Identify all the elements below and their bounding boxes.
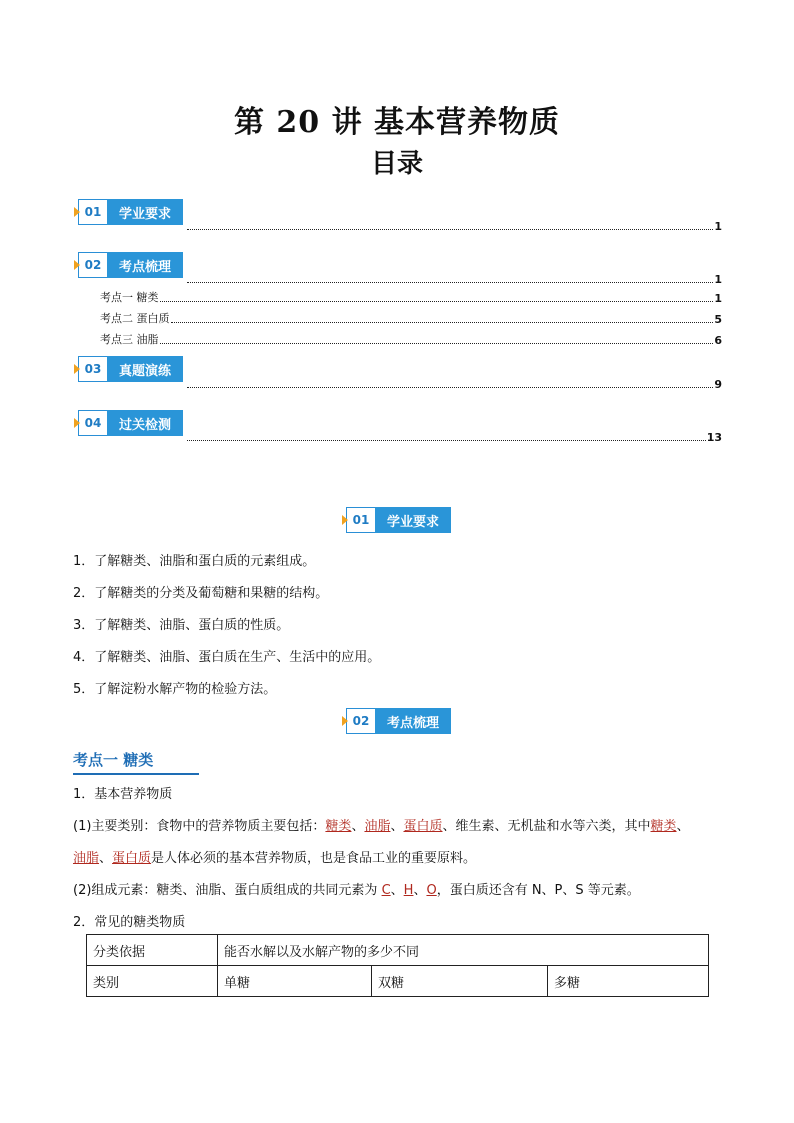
sugar-classification-table [86, 934, 709, 997]
subitem-label: 考点二 蛋白质 [100, 312, 170, 325]
answer-blank: 油脂 [364, 819, 391, 834]
leader-dots [187, 229, 713, 230]
section-label: 过关检测 [107, 410, 183, 436]
section-tag-02 [346, 708, 451, 734]
toc-line-02[interactable] [186, 272, 722, 286]
leader-dots [187, 282, 713, 283]
answer-blank: 蛋白质 [112, 851, 152, 866]
section-number: 01 [346, 507, 375, 533]
page-number: 1 [714, 292, 722, 305]
toc-line-01[interactable] [186, 219, 722, 233]
document-title: 第 20 讲 基本营养物质 [233, 105, 561, 140]
paragraph-elements: (2)组成元素：糖类、油脂、蛋白质组成的共同元素为 C、H、O，蛋白质还含有 N、P、S 等元素。 [73, 883, 640, 898]
section-tag-01 [346, 507, 451, 533]
page-number: 5 [714, 313, 722, 326]
table-row [87, 966, 709, 997]
table-cell: 分类依据 [87, 935, 218, 966]
paragraph-common-sugars: 2．常见的糖类物质 [73, 915, 186, 930]
toc-section-tag-01[interactable] [78, 199, 183, 225]
paragraph-main-categories: (1)主要类别：食物中的营养物质主要包括：糖类、油脂、蛋白质、维生素、无机盐和水等六类，其中糖类、 [73, 819, 690, 834]
section-label: 考点梳理 [107, 252, 183, 278]
page-number: 1 [714, 220, 722, 233]
answer-blank: C [381, 883, 391, 898]
section-number: 02 [78, 252, 107, 278]
section-label: 考点梳理 [375, 708, 451, 734]
toc-section-tag-04[interactable] [78, 410, 183, 436]
table-cell: 多糖 [548, 966, 709, 997]
topic-heading: 考点一 糖类 [73, 749, 199, 775]
table-row [87, 935, 709, 966]
requirement-item-4: 4．了解糖类、油脂、蛋白质在生产、生活中的应用。 [73, 650, 381, 665]
page-number: 6 [714, 334, 722, 347]
requirement-item-2: 2．了解糖类的分类及葡萄糖和果糖的结构。 [73, 586, 329, 601]
table-cell: 类别 [87, 966, 218, 997]
requirement-item-3: 3．了解糖类、油脂、蛋白质的性质。 [73, 618, 290, 633]
answer-blank: 糖类 [325, 819, 352, 834]
table-cell: 双糖 [372, 966, 548, 997]
section-number: 04 [78, 410, 107, 436]
leader-dots [160, 343, 714, 344]
answer-blank: 蛋白质 [403, 819, 443, 834]
subitem-label: 考点三 油脂 [100, 333, 159, 346]
leader-dots [187, 387, 713, 388]
answer-blank: 糖类 [650, 819, 677, 834]
toc-title: 目录 [370, 149, 423, 179]
section-number: 01 [78, 199, 107, 225]
answer-blank: H [403, 883, 414, 898]
toc-subitem-3[interactable] [100, 333, 722, 347]
paragraph-main-categories-cont: 油脂、蛋白质是人体必须的基本营养物质，也是食品工业的重要原料。 [73, 851, 477, 866]
toc-line-04[interactable] [186, 430, 722, 444]
page-number: 13 [706, 431, 722, 444]
section-label: 学业要求 [375, 507, 451, 533]
toc-subitem-2[interactable] [100, 312, 722, 326]
subitem-label: 考点一 糖类 [100, 291, 159, 304]
table-cell: 能否水解以及水解产物的多少不同 [218, 935, 709, 966]
leader-dots [187, 440, 706, 441]
toc-section-tag-02[interactable] [78, 252, 183, 278]
toc-line-03[interactable] [186, 377, 722, 391]
answer-blank: 油脂 [73, 851, 100, 866]
requirement-item-1: 1．了解糖类、油脂和蛋白质的元素组成。 [73, 554, 316, 569]
paragraph-basic-nutrients: 1．基本营养物质 [73, 787, 173, 802]
section-label: 真题演练 [107, 356, 183, 382]
leader-dots [160, 301, 714, 302]
requirement-item-5: 5．了解淀粉水解产物的检验方法。 [73, 682, 277, 697]
section-label: 学业要求 [107, 199, 183, 225]
toc-section-tag-03[interactable] [78, 356, 183, 382]
toc-subitem-1[interactable] [100, 291, 722, 305]
leader-dots [171, 322, 714, 323]
page-number: 1 [714, 273, 722, 286]
page-number: 9 [714, 378, 722, 391]
answer-blank: O [426, 883, 437, 898]
section-number: 03 [78, 356, 107, 382]
table-cell: 单糖 [218, 966, 372, 997]
section-number: 02 [346, 708, 375, 734]
